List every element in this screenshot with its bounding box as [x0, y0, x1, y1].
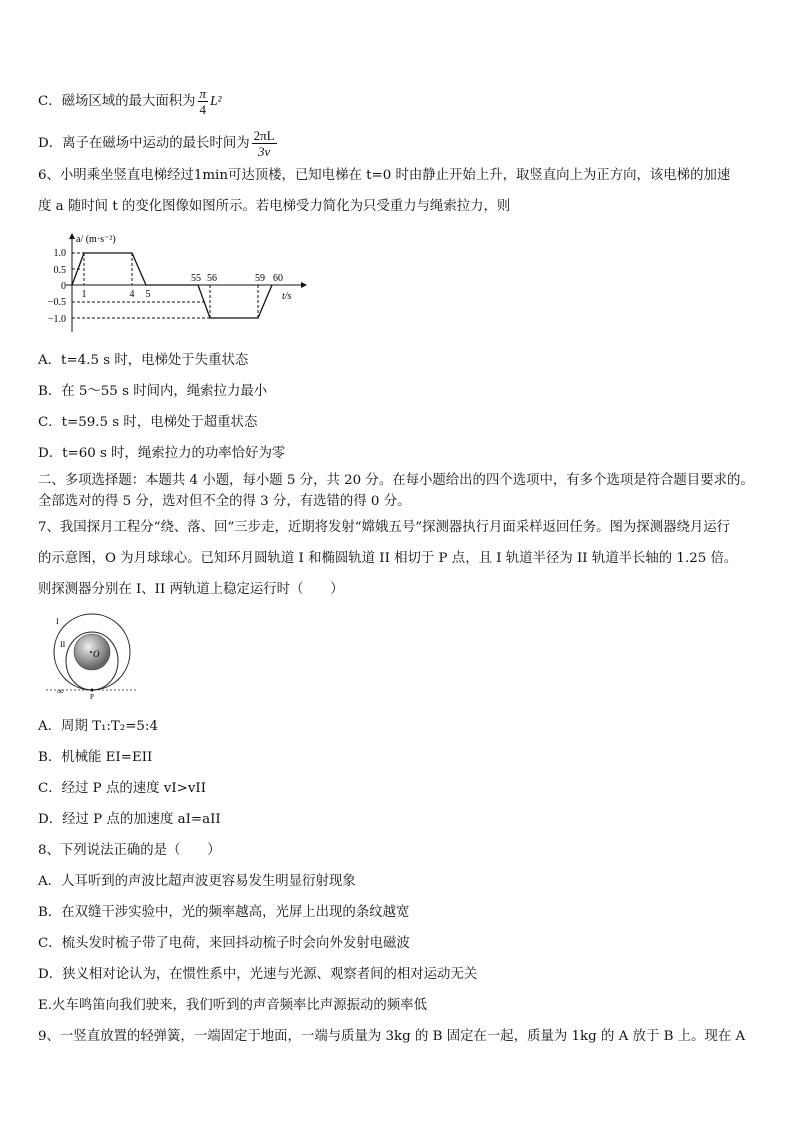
point-p [91, 689, 94, 692]
label-ii: II [60, 640, 66, 649]
q6-option-a: A．t=4.5 s 时，电梯处于失重状态 [38, 353, 249, 368]
option-text: D．离子在磁场中运动的最长时间为 [38, 136, 250, 151]
y-tick: 1.0 [53, 248, 66, 259]
q7-option-b: B．机械能 EI=EII [38, 750, 153, 765]
y-tick: 0.5 [53, 265, 66, 276]
label-p: P [90, 693, 94, 700]
fraction-numerator: π [199, 86, 207, 101]
fraction-numerator: 2πL [253, 128, 275, 143]
q6-stem-line1: 6、小明乘坐竖直电梯经过1min可达顶楼，已知电梯在 t=0 时由静止开始上升，取竖直向上为正方向，该电梯的加速 [38, 168, 731, 183]
q7-option-d: D．经过 P 点的加速度 aI=aII [38, 812, 221, 827]
x-axis-label: t/s [282, 291, 292, 302]
q8-option-e: E.火车鸣笛向我们驶来，我们听到的声音频率比声源振动的频率低 [38, 998, 427, 1013]
q6-option-b: B．在 5～55 s 时间内，绳索拉力最小 [38, 384, 268, 399]
q5-option-c [38, 86, 222, 117]
x-tick: 5 [145, 289, 151, 300]
fraction-denominator: 3v [257, 144, 271, 159]
q8-option-d: D．狭义相对论认为，在惯性系中，光速与光源、观察者间的相对运动无关 [38, 967, 478, 982]
q8-option-a: A．人耳听到的声波比超声波更容易发生明显衍射现象 [38, 874, 356, 889]
x-tick: 59 [255, 273, 265, 284]
section2-line2: 全部选对的得 5 分，选对但不全的得 3 分，有选错的得 0 分。 [38, 494, 411, 509]
q5-option-d [38, 128, 279, 159]
q7-stem-line1: 7、我国探月工程分“绕、落、回”三步走，近期将发射“嫦娥五号”探测器执行月面采样返回任务。图为探测器绕月运行 [38, 520, 731, 535]
x-tick: 56 [207, 273, 217, 284]
y-tick: −1.0 [47, 314, 66, 325]
q7-option-c: C．经过 P 点的速度 vI>vII [38, 781, 206, 796]
label-i: I [56, 617, 59, 626]
q7-option-a: A．周期 T₁:T₂=5:4 [38, 719, 158, 734]
option-tail: L² [210, 93, 222, 108]
x-tick: 1 [81, 289, 87, 300]
q6-option-d: D．t=60 s 时，绳索拉力的功率恰好为零 [38, 446, 286, 461]
q7-stem-line3: 则探测器分别在 I、II 两轨道上稳定运行时（ ） [38, 582, 344, 597]
y-tick: −0.5 [47, 297, 66, 308]
q8-stem: 8、下列说法正确的是（ ） [38, 843, 221, 858]
q8-option-b: B．在双缝干涉实验中，光的频率越高，光屏上出现的条纹越宽 [38, 905, 410, 920]
q7-orbit-diagram [40, 612, 150, 700]
fraction-denominator: 4 [199, 102, 207, 117]
q6-option-c: C．t=59.5 s 时，电梯处于超重状态 [38, 415, 258, 430]
q8-option-c: C．梳头发时梳子带了电荷，来回抖动梳子时会向外发射电磁波 [38, 936, 410, 951]
fraction [198, 86, 209, 117]
x-tick: 55 [191, 273, 201, 284]
option-text: C．磁场区域的最大面积为 [38, 94, 196, 109]
q7-stem-line2: 的示意图，O 为月球球心。已知环月圆轨道 I 和椭圆轨道 II 相切于 P 点，且 I 轨道半径为 II 轨道半长轴的 1.25 倍。 [38, 551, 738, 566]
q6-stem-line2: 度 a 随时间 t 的变化图像如图所示。若电梯受力简化为只受重力与绳索拉力，则 [38, 199, 511, 214]
y-axis-label: a/ (m·s⁻²) [76, 234, 116, 245]
q6-acceleration-graph [36, 228, 316, 338]
fraction [252, 128, 277, 159]
probe-icon: ∞ [57, 686, 64, 696]
x-tick: 60 [273, 273, 283, 284]
label-o: O [93, 649, 100, 659]
q9-stem-line1: 9、一竖直放置的轻弹簧，一端固定于地面，一端与质量为 3kg 的 B 固定在一起，质量为 1kg 的 A 放于 B 上。现在 A [38, 1029, 746, 1044]
center-point [90, 651, 92, 653]
section2-line1: 二、多项选择题：本题共 4 小题，每小题 5 分，共 20 分。在每小题给出的四个选项中，有多个选项是符合题目要求的。 [38, 473, 754, 488]
x-tick: 4 [129, 289, 135, 300]
y-tick: 0 [61, 281, 66, 292]
